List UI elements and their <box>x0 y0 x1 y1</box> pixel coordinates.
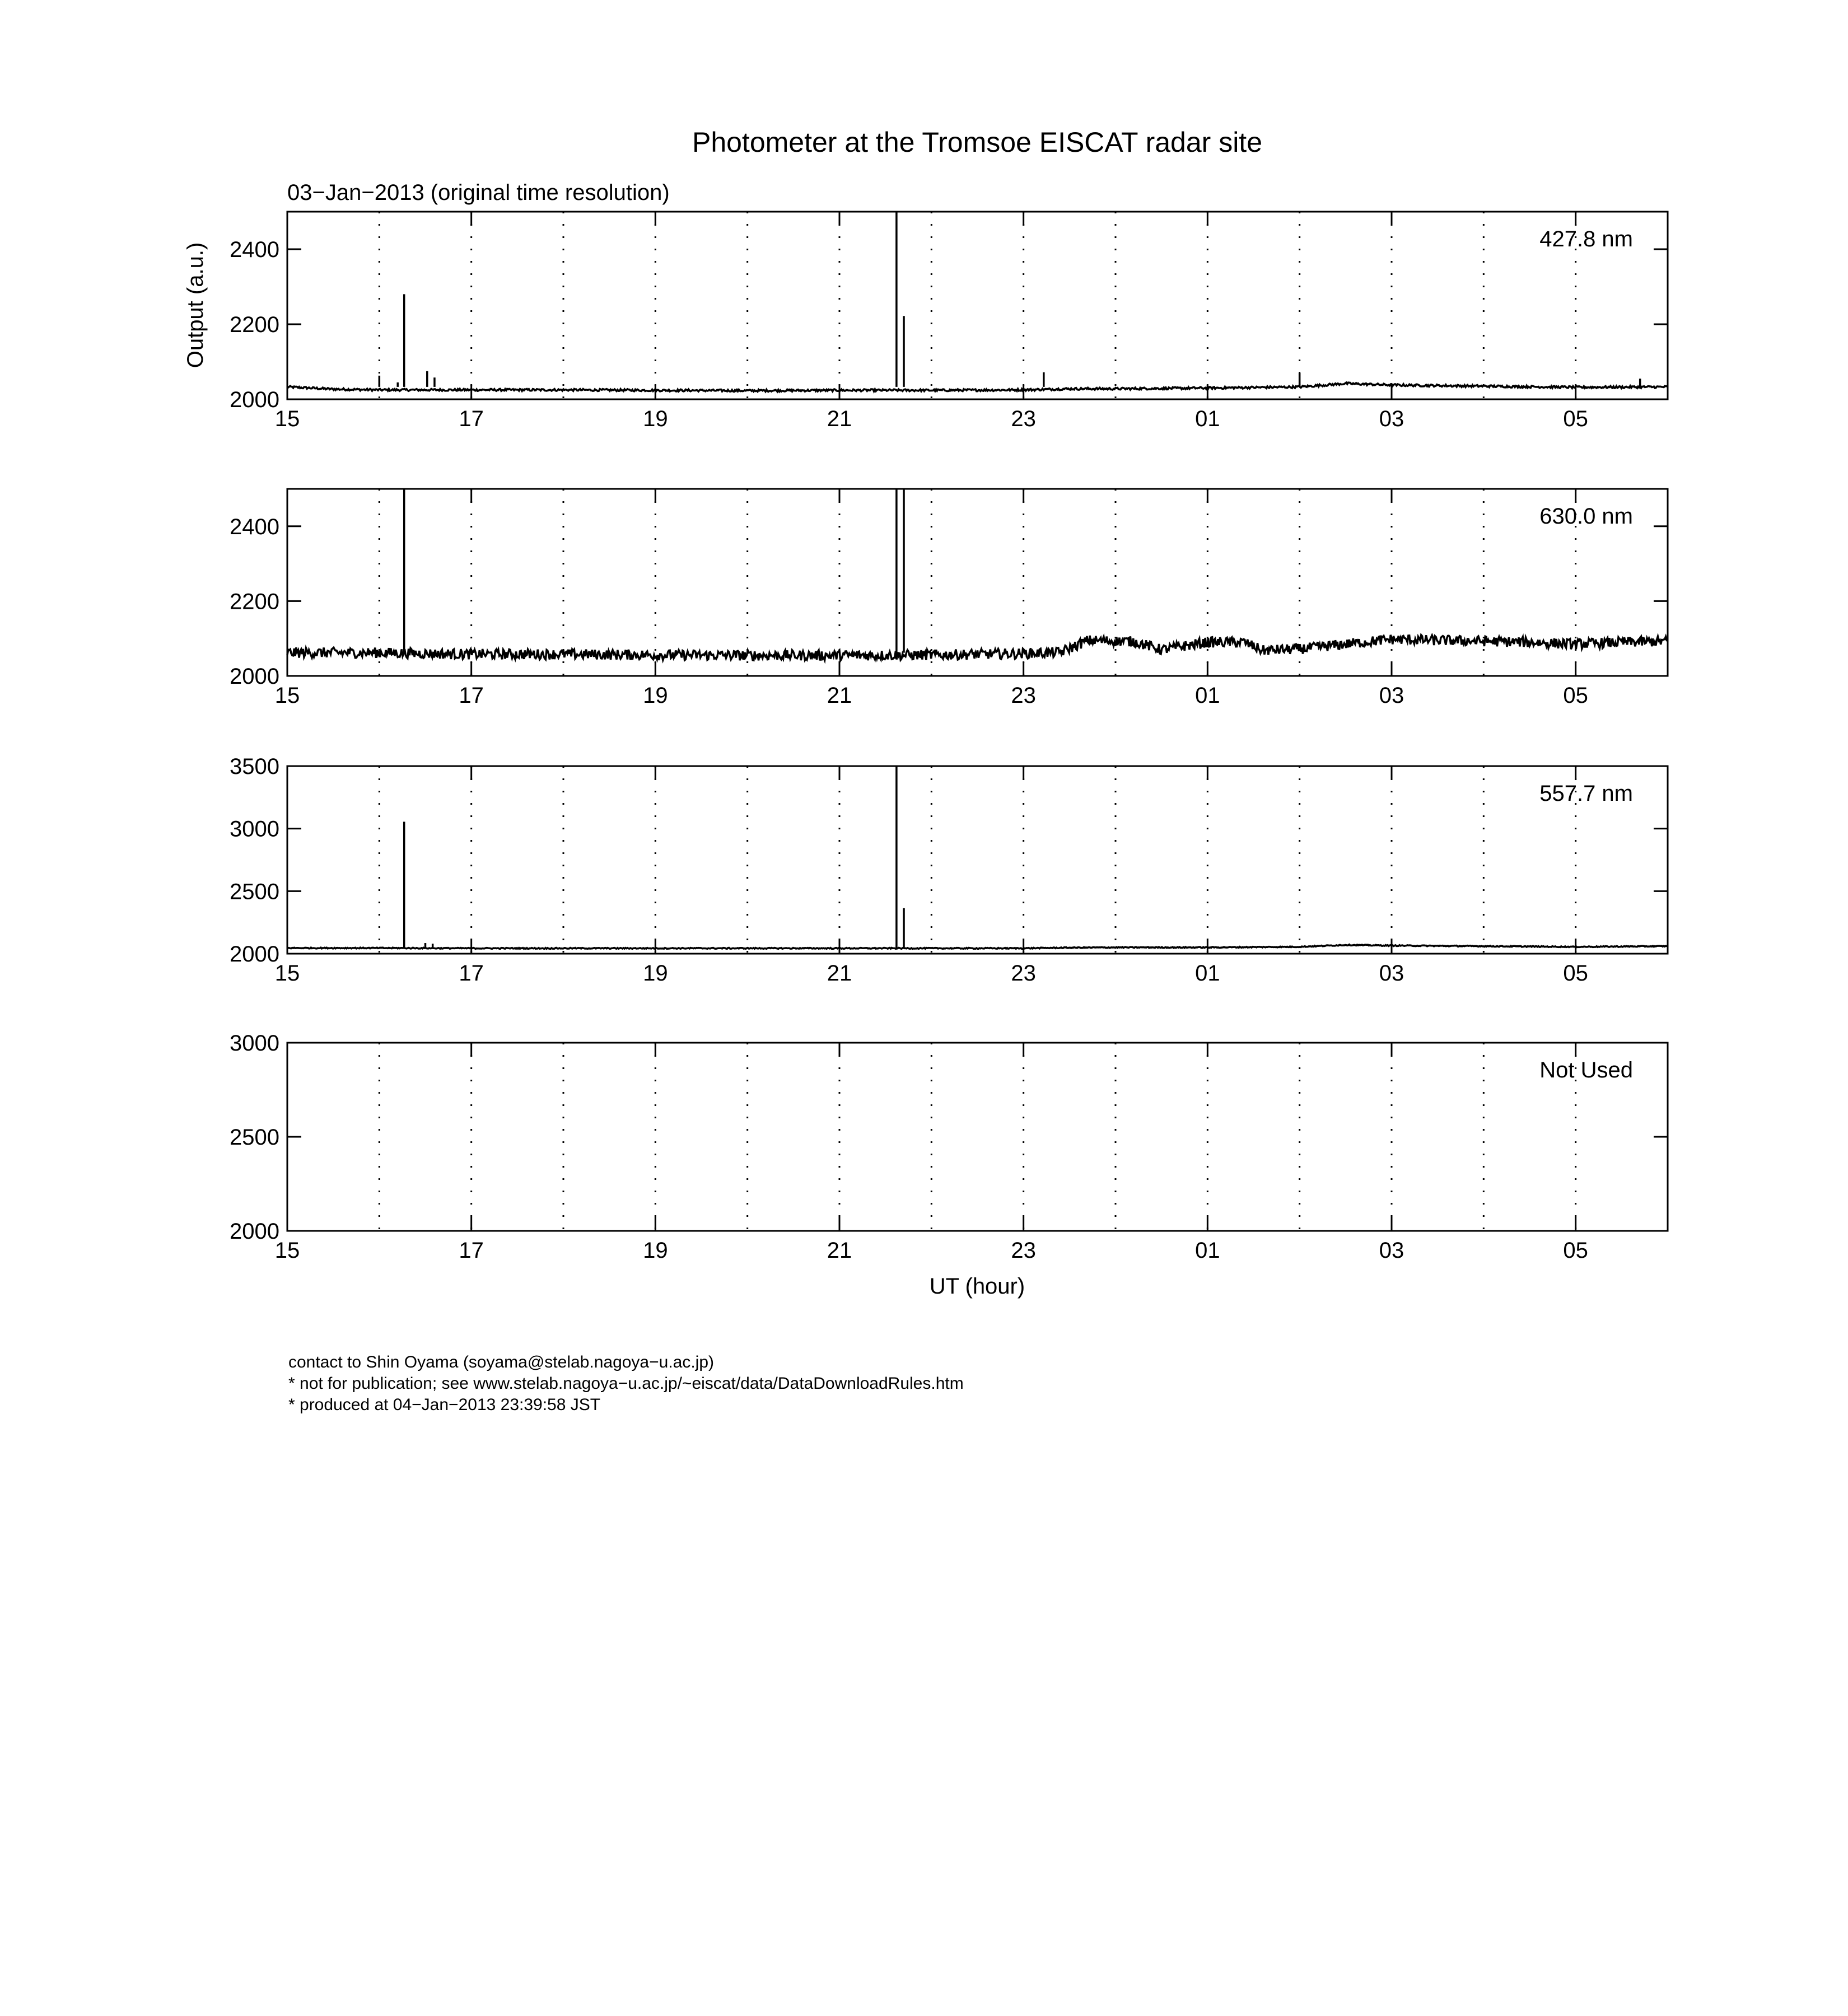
x-tick-label: 17 <box>459 961 484 986</box>
x-tick-label: 15 <box>274 961 300 986</box>
y-tick-label: 3000 <box>230 816 279 842</box>
y-tick-label: 2500 <box>230 879 279 904</box>
channel-label: 427.8 nm <box>1539 227 1633 251</box>
y-tick-label: 2200 <box>230 312 279 337</box>
x-tick-label: 15 <box>274 1238 300 1263</box>
y-tick-label: 3000 <box>230 1031 279 1056</box>
plot-frame <box>287 1043 1668 1231</box>
x-tick-label: 17 <box>459 683 484 708</box>
x-tick-label: 05 <box>1563 1238 1588 1263</box>
x-tick-label: 17 <box>459 407 484 431</box>
panels <box>230 212 1668 1263</box>
channel-label: Not Used <box>1539 1058 1633 1082</box>
x-tick-label: 23 <box>1011 1238 1036 1263</box>
x-tick-label: 01 <box>1195 961 1220 986</box>
series-line-1 <box>287 382 1668 391</box>
x-axis-label: UT (hour) <box>929 1274 1025 1299</box>
figure-title: Photometer at the Tromsoe EISCAT radar site <box>692 127 1263 158</box>
footer <box>288 1352 964 1416</box>
footer-produced: * produced at 04−Jan−2013 23:39:58 JST <box>288 1396 601 1414</box>
panel-3 <box>230 754 1668 986</box>
y-tick-label: 2200 <box>230 589 279 614</box>
figure-subtitle: 03−Jan−2013 (original time resolution) <box>287 180 670 205</box>
x-tick-label: 05 <box>1563 683 1588 708</box>
x-tick-label: 03 <box>1379 683 1404 708</box>
x-tick-label: 19 <box>643 407 668 431</box>
plot-frame <box>287 766 1668 954</box>
x-tick-label: 01 <box>1195 1238 1220 1263</box>
x-tick-label: 01 <box>1195 683 1220 708</box>
y-tick-label: 2000 <box>230 942 279 967</box>
panel-4 <box>230 1031 1668 1263</box>
y-tick-label: 2000 <box>230 1219 279 1244</box>
y-tick-label: 2400 <box>230 514 279 539</box>
footer-rules: * not for publication; see www.stelab.nagoya−u.ac.jp/~eiscat/data/DataDownloadRules.htm <box>288 1374 964 1393</box>
x-tick-label: 23 <box>1011 961 1036 986</box>
channel-label: 630.0 nm <box>1539 504 1633 529</box>
x-tick-label: 01 <box>1195 407 1220 431</box>
y-tick-label: 2000 <box>230 388 279 412</box>
x-tick-label: 05 <box>1563 961 1588 986</box>
x-tick-label: 03 <box>1379 961 1404 986</box>
x-tick-label: 23 <box>1011 683 1036 708</box>
footer-contact: contact to Shin Oyama (soyama@stelab.nagoya−u.ac.jp) <box>288 1353 715 1371</box>
y-tick-label: 2000 <box>230 664 279 689</box>
y-axis-label: Output (a.u.) <box>183 242 208 368</box>
plot-frame <box>287 489 1668 676</box>
x-tick-label: 19 <box>643 683 668 708</box>
series-line-1 <box>287 635 1668 661</box>
x-tick-label: 21 <box>827 683 852 708</box>
x-tick-label: 15 <box>274 683 300 708</box>
x-tick-label: 19 <box>643 1238 668 1263</box>
series-line-1 <box>287 945 1668 949</box>
x-tick-label: 23 <box>1011 407 1036 431</box>
y-tick-label: 2400 <box>230 237 279 262</box>
x-tick-label: 21 <box>827 961 852 986</box>
x-tick-label: 17 <box>459 1238 484 1263</box>
y-tick-label: 3500 <box>230 754 279 779</box>
channel-label: 557.7 nm <box>1539 781 1633 806</box>
x-tick-label: 21 <box>827 407 852 431</box>
x-tick-label: 03 <box>1379 407 1404 431</box>
x-tick-label: 15 <box>274 407 300 431</box>
x-tick-label: 21 <box>827 1238 852 1263</box>
plot-frame <box>287 212 1668 399</box>
x-tick-label: 05 <box>1563 407 1588 431</box>
panel-2 <box>230 489 1668 708</box>
y-tick-label: 2500 <box>230 1125 279 1150</box>
x-tick-label: 03 <box>1379 1238 1404 1263</box>
x-tick-label: 19 <box>643 961 668 986</box>
panel-1 <box>230 212 1668 431</box>
